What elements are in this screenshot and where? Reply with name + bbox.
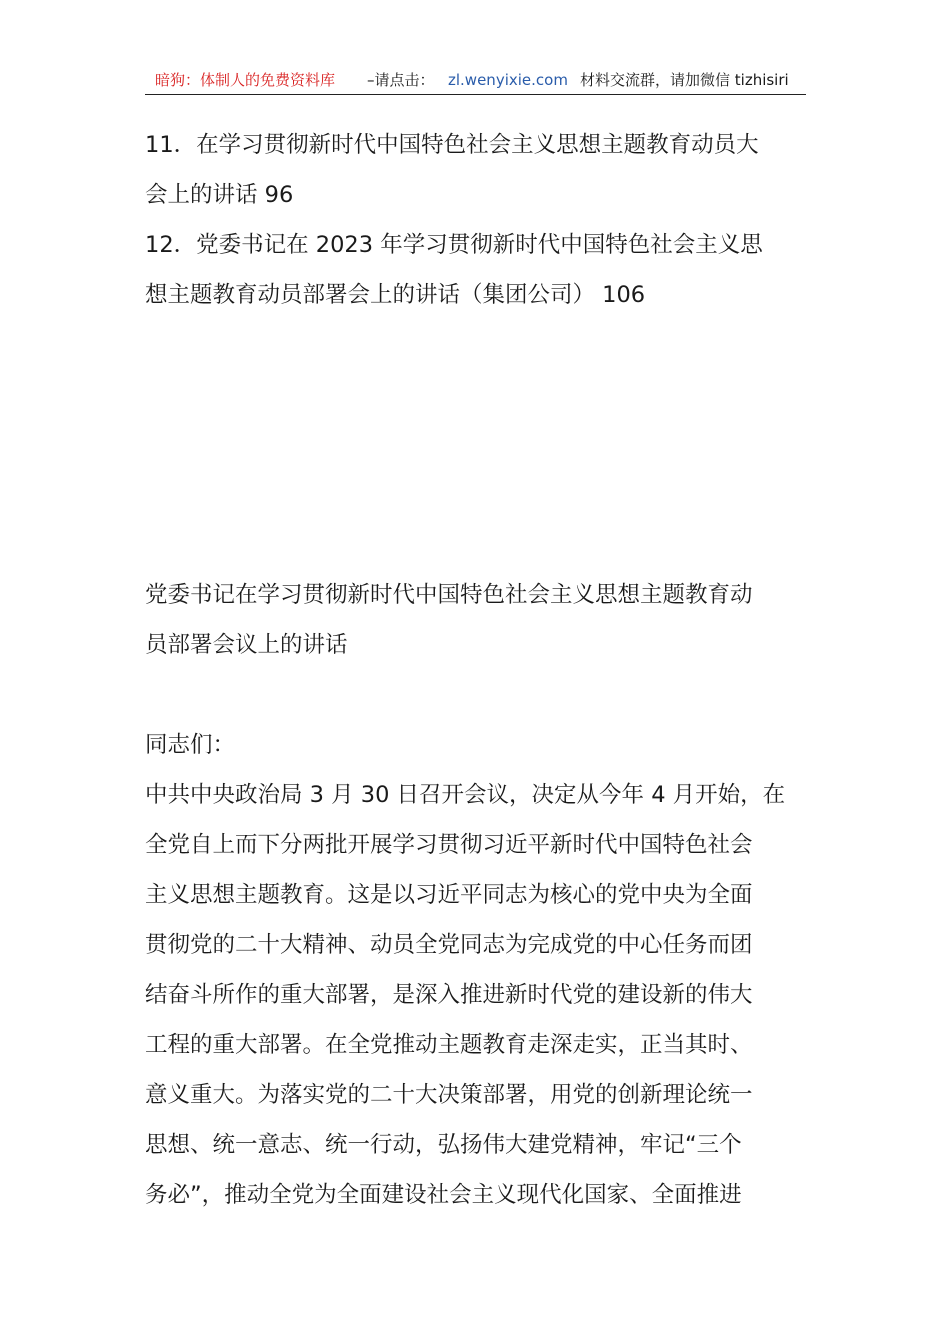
speech-title-line2: 员部署会议上的讲话 <box>145 632 348 658</box>
page-header <box>145 68 806 95</box>
body-line: 意义重大。为落实党的二十大决策部署，用党的创新理论统一 <box>145 1082 753 1108</box>
body-line: 工程的重大部署。在全党推动主题教育走深走实，正当其时、 <box>145 1032 753 1058</box>
table-of-contents <box>145 120 810 320</box>
speech-title <box>145 570 753 670</box>
toc-item-12-line1: 12．党委书记在 2023 年学习贯彻新时代中国特色社会主义思 <box>145 232 763 258</box>
body-line: 贯彻党的二十大精神、动员全党同志为完成党的中心任务而团 <box>145 932 753 958</box>
header-brand: 暗狗：体制人的免费资料库 <box>155 71 336 89</box>
body-line: 中共中央政治局 3 月 30 日召开会议，决定从今年 4 月开始，在 <box>145 782 786 808</box>
body-line: 全党自上而下分两批开展学习贯彻习近平新时代中国特色社会 <box>145 832 753 858</box>
header-group-info: 材料交流群，请加微信 tizhisiri <box>580 71 789 89</box>
body-line: 务必”，推动全党为全面建设社会主义现代化国家、全面推进 <box>145 1182 742 1208</box>
header-prompt: –请点击： <box>367 71 435 89</box>
speech-title-line1: 党委书记在学习贯彻新时代中国特色社会主义思想主题教育动 <box>145 582 753 608</box>
body-line: 思想、统一意志、统一行动，弘扬伟大建党精神，牢记“三个 <box>145 1132 742 1158</box>
toc-item-11-line2: 会上的讲话 96 <box>145 182 294 208</box>
toc-item-12-line2: 想主题教育动员部署会上的讲话（集团公司） 106 <box>145 282 646 308</box>
body-line: 主义思想主题教育。这是以习近平同志为核心的党中央为全面 <box>145 882 753 908</box>
speech-body <box>145 720 785 1220</box>
toc-item-11-line1: 11．在学习贯彻新时代中国特色社会主义思想主题教育动员大 <box>145 132 759 158</box>
header-link[interactable]: zl.wenyixie.com <box>448 71 568 89</box>
salutation: 同志们： <box>145 732 236 758</box>
body-line: 结奋斗所作的重大部署，是深入推进新时代党的建设新的伟大 <box>145 982 753 1008</box>
